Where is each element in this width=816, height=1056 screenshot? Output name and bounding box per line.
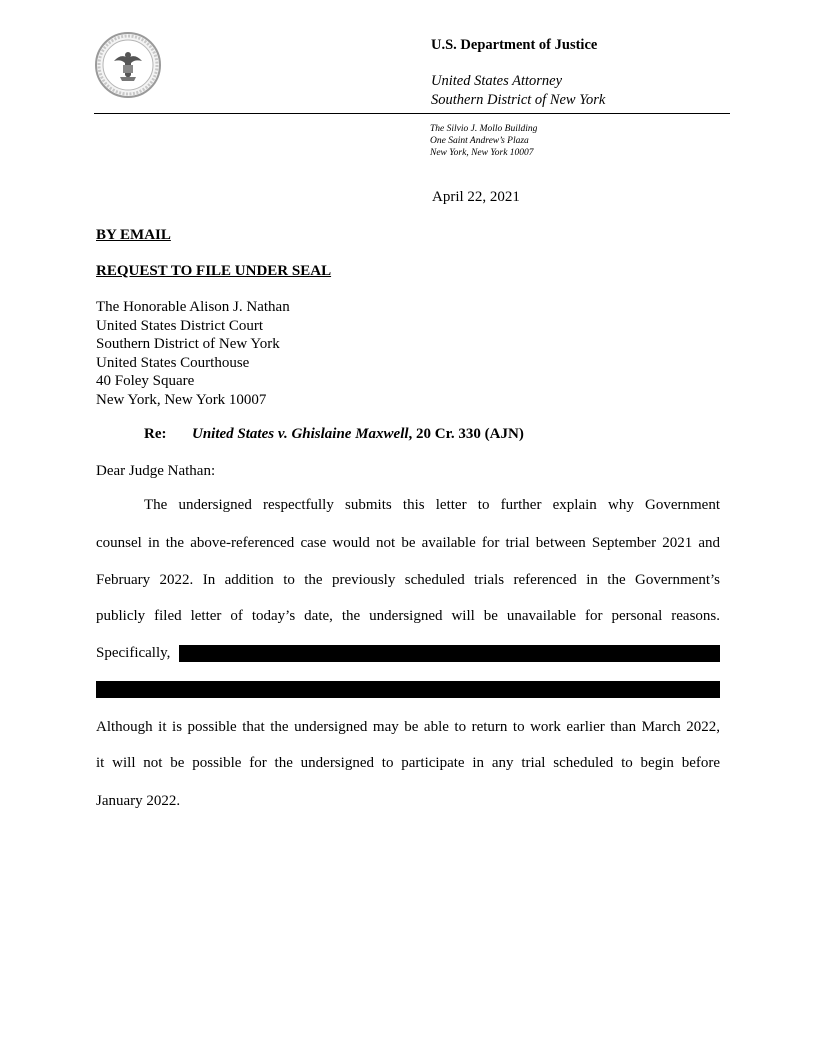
- recipient-line: United States Courthouse: [96, 354, 250, 371]
- seal-request-heading: REQUEST TO FILE UNDER SEAL: [96, 263, 332, 279]
- body-line: January 2022.: [96, 793, 181, 809]
- delivery-method: BY EMAIL: [96, 227, 171, 243]
- redaction-bar: [179, 645, 720, 662]
- case-number: , 20 Cr. 330 (AJN): [408, 426, 524, 442]
- re-subject: [192, 426, 524, 443]
- body-line: February 2022. In addition to the previously scheduled trials referenced in the Government’s: [96, 572, 720, 588]
- redaction-bar: [96, 681, 720, 698]
- address-line: One Saint Andrew’s Plaza: [430, 136, 529, 146]
- body-line: The undersigned respectfully submits this letter to further explain why Government: [144, 497, 720, 513]
- case-name: United States v. Ghislaine Maxwell: [192, 426, 409, 442]
- recipient-line: New York, New York 10007: [96, 391, 267, 408]
- recipient-line: 40 Foley Square: [96, 373, 195, 389]
- recipient-line: United States District Court: [96, 317, 264, 334]
- re-label: Re:: [144, 426, 167, 442]
- recipient-line: Southern District of New York: [96, 336, 280, 352]
- letter-date: April 22, 2021: [432, 189, 520, 205]
- address-line: The Silvio J. Mollo Building: [430, 124, 538, 134]
- body-line: it will not be possible for the undersigned to participate in any trial scheduled to begin before: [96, 755, 720, 771]
- doj-seal: [94, 31, 162, 99]
- body-line: counsel in the above-referenced case would not be available for trial between September 2021 and: [96, 535, 720, 551]
- office-title: United States Attorney: [431, 73, 563, 89]
- salutation: Dear Judge Nathan:: [96, 463, 216, 479]
- body-line: publicly filed letter of today’s date, the undersigned will be unavailable for personal reasons.: [96, 608, 720, 624]
- office-district: Southern District of New York: [431, 92, 606, 108]
- address-line: New York, New York 10007: [430, 148, 534, 158]
- recipient-address: [96, 298, 290, 409]
- recipient-line: The Honorable Alison J. Nathan: [96, 299, 290, 315]
- body-line: Although it is possible that the undersigned may be able to return to work earlier than March 2022,: [96, 719, 720, 735]
- department-name: U.S. Department of Justice: [431, 37, 598, 53]
- body-line: Specifically,: [96, 645, 171, 661]
- letterhead-divider: [94, 113, 730, 114]
